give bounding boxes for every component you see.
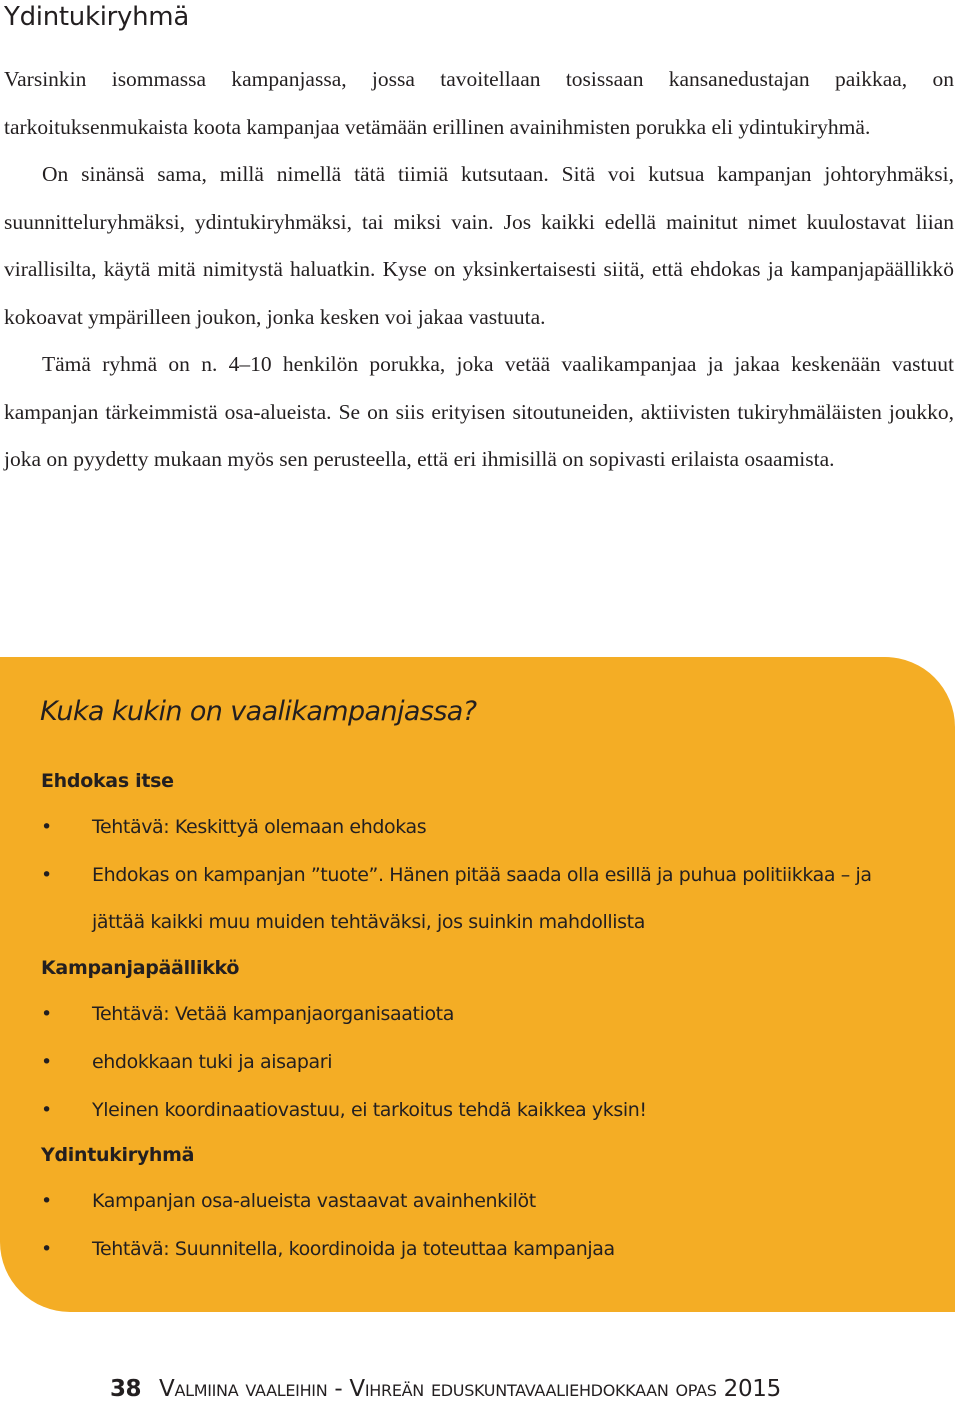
role-list-candidate	[41, 804, 921, 947]
bullet-icon: •	[41, 1098, 52, 1121]
list-item-text: Yleinen koordinaatiovastuu, ei tarkoitus tehdä kaikkea yksin!	[92, 1098, 647, 1121]
list-item	[41, 804, 921, 852]
role-heading-candidate: Ehdokas itse	[41, 770, 174, 792]
bullet-icon: •	[41, 1003, 52, 1026]
list-item	[41, 1178, 921, 1226]
role-list-core-group	[41, 1178, 921, 1273]
bullet-icon: •	[41, 1190, 52, 1213]
list-item-text: Tehtävä: Keskittyä olemaan ehdokas	[92, 816, 427, 838]
list-item	[41, 1226, 921, 1274]
page-footer	[110, 1376, 781, 1410]
role-heading-core-group: Ydintukiryhmä	[41, 1144, 195, 1167]
list-item	[41, 1039, 921, 1087]
list-item-text: Kampanjan osa-alueista vastaavat avainhenkilöt	[92, 1190, 536, 1213]
body-text	[4, 56, 954, 484]
page-number: 38	[110, 1376, 142, 1402]
list-item	[41, 852, 921, 947]
publication-title: Valmiina vaaleihin - Vihreän eduskuntavaaliehdokkaan opas 2015	[159, 1376, 781, 1402]
page-heading: Ydintukiryhmä	[4, 2, 189, 32]
bullet-icon: •	[41, 1237, 52, 1260]
role-list-campaign-manager	[41, 991, 921, 1134]
list-item	[41, 1087, 921, 1135]
paragraph-2: On sinänsä sama, millä nimellä tätä tiimiä kutsutaan. Sitä voi kutsua kampanjan johtoryhmäksi, suunnitteluryhmäksi, ydintukiryhmäksi, tai miksi vain. Jos kaikki edellä mainitut nimet kuulostavat liian virallisilta, käytä mitä nimitystä haluatkin. Kyse on yksinkertaisesti siitä, että ehdokas ja kampanjapäällikkö kokoavat ympärilleen joukon, jonka kesken voi jakaa vastuuta.	[4, 162, 954, 329]
bullet-icon: •	[41, 1050, 52, 1073]
list-item	[41, 991, 921, 1039]
box-content	[41, 760, 921, 1274]
bullet-icon: •	[41, 816, 52, 838]
list-item-text: Tehtävä: Vetää kampanjaorganisaatiota	[92, 1003, 454, 1026]
box-title: Kuka kukin on vaalikampanjassa?	[40, 696, 477, 727]
paragraph-3: Tämä ryhmä on n. 4–10 henkilön porukka, joka vetää vaalikampanjaa ja jakaa keskenään vastuut kampanjan tärkeimmistä osa-alueista. Se on siis erityisen sitoutuneiden, aktiivisten tukiryhmäläisten joukko, joka on pyydetty mukaan myös sen perusteella, että eri ihmisillä on sopivasti erilaista osaamista.	[4, 352, 954, 471]
bullet-icon: •	[41, 863, 52, 886]
role-heading-campaign-manager: Kampanjapäällikkö	[41, 957, 240, 980]
list-item-text: Tehtävä: Suunnitella, koordinoida ja toteuttaa kampanjaa	[92, 1237, 615, 1260]
list-item-text: ehdokkaan tuki ja aisapari	[92, 1050, 333, 1073]
paragraph-1: Varsinkin isommassa kampanjassa, jossa tavoitellaan tosissaan kansanedustajan paikkaa, on tarkoituksenmukaista koota kampanjaa vetämään erillinen avainihmisten porukka eli ydintukiryhmä.	[4, 67, 954, 139]
list-item-text: Ehdokas on kampanjan ”tuote”. Hänen pitää saada olla esillä ja puhua politiikkaa – ja jättää kaikki muu muiden tehtäväksi, jos suinkin mahdollista	[92, 863, 872, 934]
